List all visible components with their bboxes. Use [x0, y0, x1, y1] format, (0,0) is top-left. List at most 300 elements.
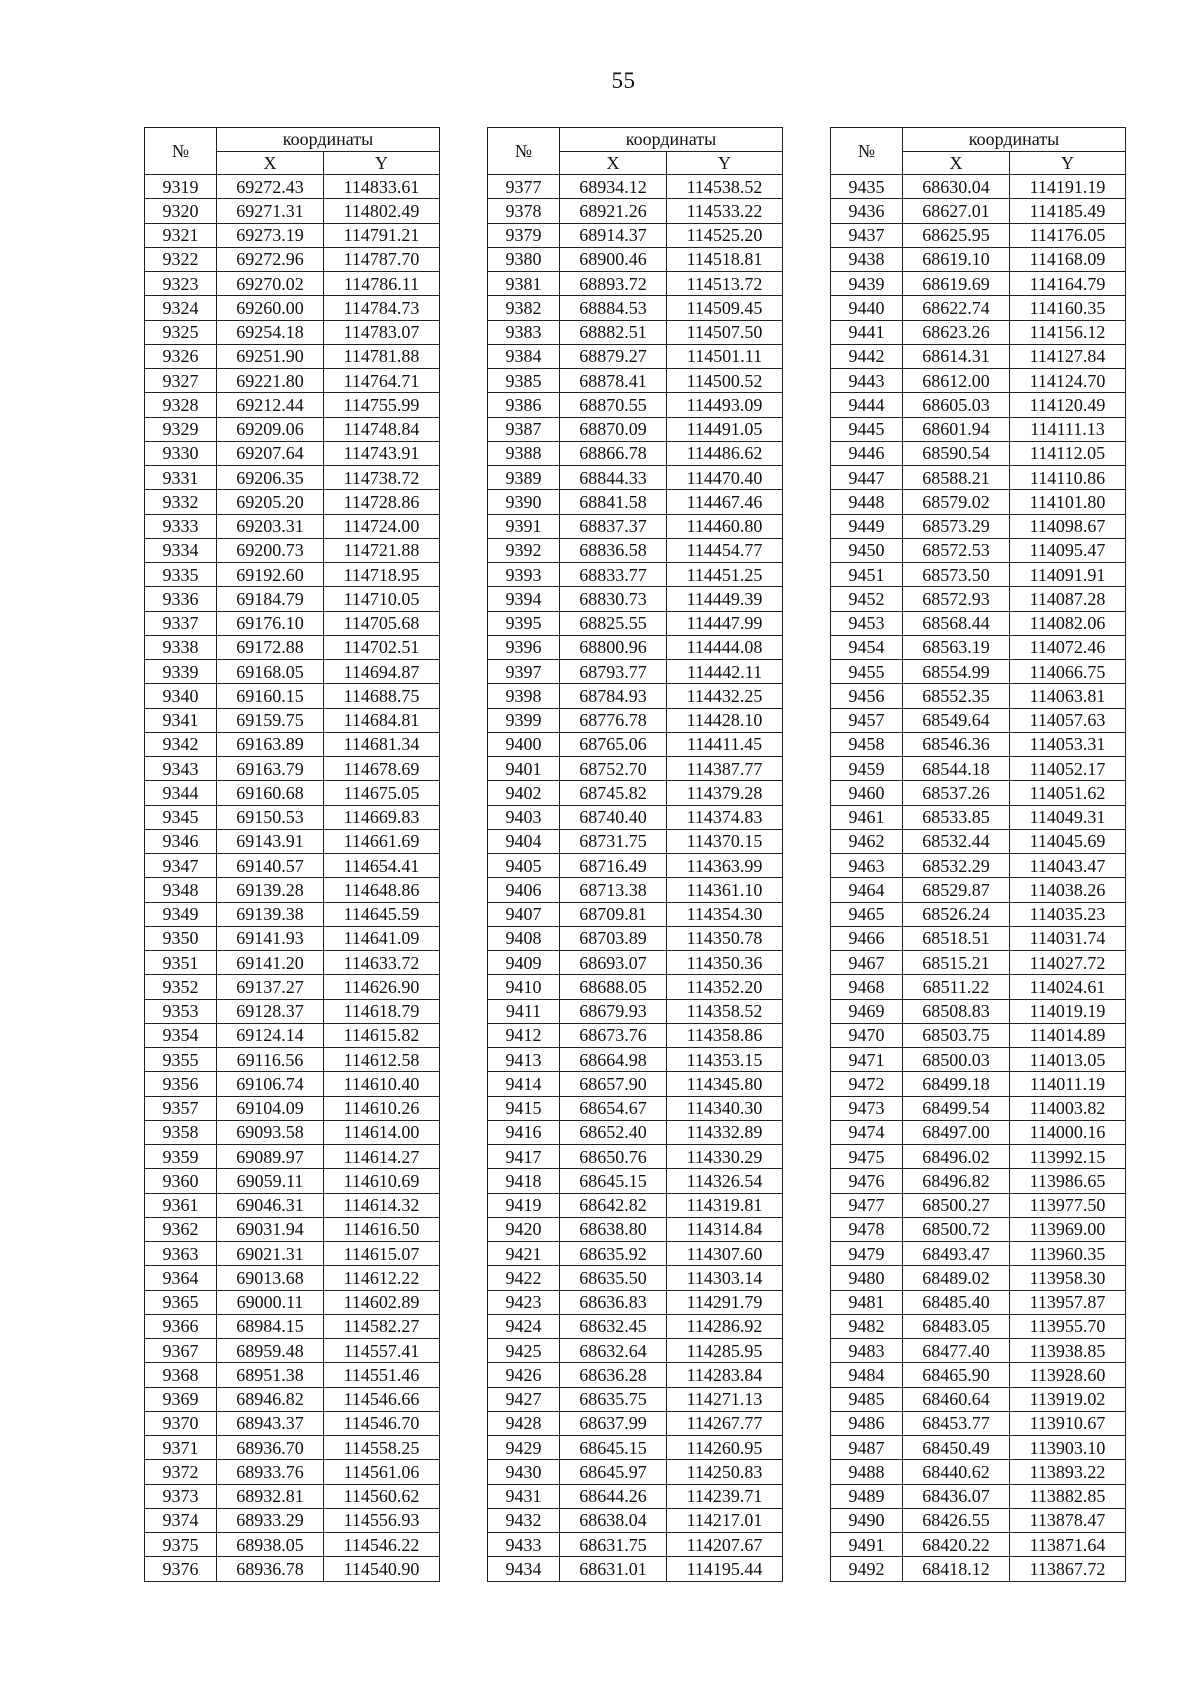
- y-coordinate-cell: 114168.09: [1010, 247, 1126, 271]
- point-number-cell: 9365: [145, 1290, 217, 1314]
- y-coordinate-cell: 114358.52: [667, 999, 783, 1023]
- table-row: [831, 1411, 1126, 1435]
- y-coordinate-cell: 114340.30: [667, 1096, 783, 1120]
- point-number-cell: 9401: [488, 757, 560, 781]
- x-coordinate-cell: 68500.27: [903, 1193, 1010, 1217]
- point-number-cell: 9443: [831, 369, 903, 393]
- x-coordinate-cell: 68605.03: [903, 393, 1010, 417]
- x-coordinate-cell: 68627.01: [903, 199, 1010, 223]
- table-row: [831, 1363, 1126, 1387]
- y-coordinate-cell: 114610.26: [324, 1096, 440, 1120]
- column-header-number: №: [488, 128, 560, 175]
- y-coordinate-cell: 114350.36: [667, 951, 783, 975]
- x-coordinate-cell: 68532.29: [903, 854, 1010, 878]
- y-coordinate-cell: 114303.14: [667, 1266, 783, 1290]
- y-coordinate-cell: 114802.49: [324, 199, 440, 223]
- y-coordinate-cell: 114428.10: [667, 708, 783, 732]
- y-coordinate-cell: 114493.09: [667, 393, 783, 417]
- x-coordinate-cell: 68900.46: [560, 247, 667, 271]
- point-number-cell: 9430: [488, 1460, 560, 1484]
- x-coordinate-cell: 69128.37: [217, 999, 324, 1023]
- y-coordinate-cell: 113903.10: [1010, 1436, 1126, 1460]
- point-number-cell: 9373: [145, 1484, 217, 1508]
- point-number-cell: 9419: [488, 1193, 560, 1217]
- point-number-cell: 9383: [488, 320, 560, 344]
- table-row: [831, 1436, 1126, 1460]
- y-coordinate-cell: 114641.09: [324, 926, 440, 950]
- y-coordinate-cell: 114561.06: [324, 1460, 440, 1484]
- x-coordinate-cell: 68499.54: [903, 1096, 1010, 1120]
- table-row: [145, 393, 440, 417]
- y-coordinate-cell: 114781.88: [324, 344, 440, 368]
- x-coordinate-cell: 68645.15: [560, 1436, 667, 1460]
- table-row: [831, 1096, 1126, 1120]
- x-coordinate-cell: 68619.10: [903, 247, 1010, 271]
- table-row: [488, 272, 783, 296]
- y-coordinate-cell: 114454.77: [667, 538, 783, 562]
- y-coordinate-cell: 114326.54: [667, 1169, 783, 1193]
- table-row: [831, 829, 1126, 853]
- point-number-cell: 9322: [145, 247, 217, 271]
- point-number-cell: 9362: [145, 1217, 217, 1241]
- table-row: [831, 708, 1126, 732]
- x-coordinate-cell: 68493.47: [903, 1242, 1010, 1266]
- point-number-cell: 9389: [488, 466, 560, 490]
- point-number-cell: 9449: [831, 514, 903, 538]
- y-coordinate-cell: 114675.05: [324, 781, 440, 805]
- y-coordinate-cell: 113957.87: [1010, 1290, 1126, 1314]
- point-number-cell: 9390: [488, 490, 560, 514]
- y-coordinate-cell: 113969.00: [1010, 1217, 1126, 1241]
- y-coordinate-cell: 114286.92: [667, 1314, 783, 1338]
- point-number-cell: 9416: [488, 1120, 560, 1144]
- x-coordinate-cell: 69221.80: [217, 369, 324, 393]
- point-number-cell: 9459: [831, 757, 903, 781]
- table-row: [145, 199, 440, 223]
- column-header-number: №: [145, 128, 217, 175]
- y-coordinate-cell: 113882.85: [1010, 1484, 1126, 1508]
- y-coordinate-cell: 114626.90: [324, 975, 440, 999]
- x-coordinate-cell: 69093.58: [217, 1120, 324, 1144]
- x-coordinate-cell: 68573.29: [903, 514, 1010, 538]
- x-coordinate-cell: 68934.12: [560, 175, 667, 199]
- table-row: [488, 1557, 783, 1581]
- table-row: [831, 1484, 1126, 1508]
- point-number-cell: 9391: [488, 514, 560, 538]
- table-row: [488, 829, 783, 853]
- table-row: [831, 684, 1126, 708]
- table-row: [488, 708, 783, 732]
- table-row: [145, 854, 440, 878]
- point-number-cell: 9323: [145, 272, 217, 296]
- y-coordinate-cell: 113960.35: [1010, 1242, 1126, 1266]
- x-coordinate-cell: 68622.74: [903, 296, 1010, 320]
- y-coordinate-cell: 114718.95: [324, 563, 440, 587]
- x-coordinate-cell: 68496.82: [903, 1169, 1010, 1193]
- x-coordinate-cell: 68572.93: [903, 587, 1010, 611]
- point-number-cell: 9350: [145, 926, 217, 950]
- table-row: [145, 951, 440, 975]
- y-coordinate-cell: 114546.70: [324, 1411, 440, 1435]
- x-coordinate-cell: 69031.94: [217, 1217, 324, 1241]
- y-coordinate-cell: 114551.46: [324, 1363, 440, 1387]
- x-coordinate-cell: 69104.09: [217, 1096, 324, 1120]
- column-header-coordinates: координаты: [903, 128, 1126, 152]
- x-coordinate-cell: 69209.06: [217, 417, 324, 441]
- table-row: [831, 1508, 1126, 1532]
- point-number-cell: 9445: [831, 417, 903, 441]
- y-coordinate-cell: 114509.45: [667, 296, 783, 320]
- y-coordinate-cell: 114557.41: [324, 1339, 440, 1363]
- point-number-cell: 9364: [145, 1266, 217, 1290]
- x-coordinate-cell: 68836.58: [560, 538, 667, 562]
- point-number-cell: 9447: [831, 466, 903, 490]
- point-number-cell: 9394: [488, 587, 560, 611]
- point-number-cell: 9434: [488, 1557, 560, 1581]
- y-coordinate-cell: 114217.01: [667, 1508, 783, 1532]
- point-number-cell: 9338: [145, 635, 217, 659]
- x-coordinate-cell: 68635.50: [560, 1266, 667, 1290]
- table-row: [831, 247, 1126, 271]
- x-coordinate-cell: 68418.12: [903, 1557, 1010, 1581]
- point-number-cell: 9472: [831, 1072, 903, 1096]
- point-number-cell: 9463: [831, 854, 903, 878]
- x-coordinate-cell: 68460.64: [903, 1387, 1010, 1411]
- table-row: [488, 1120, 783, 1144]
- table-row: [488, 975, 783, 999]
- column-header-y: Y: [324, 151, 440, 175]
- table-row: [488, 369, 783, 393]
- table-row: [488, 951, 783, 975]
- x-coordinate-cell: 69163.89: [217, 732, 324, 756]
- x-coordinate-cell: 68453.77: [903, 1411, 1010, 1435]
- table-body: [831, 175, 1126, 1582]
- y-coordinate-cell: 114755.99: [324, 393, 440, 417]
- point-number-cell: 9400: [488, 732, 560, 756]
- table-row: [145, 781, 440, 805]
- table-row: [831, 1339, 1126, 1363]
- y-coordinate-cell: 114614.00: [324, 1120, 440, 1144]
- point-number-cell: 9354: [145, 1023, 217, 1047]
- y-coordinate-cell: 113919.02: [1010, 1387, 1126, 1411]
- table-row: [145, 635, 440, 659]
- table-row: [488, 1339, 783, 1363]
- x-coordinate-cell: 68612.00: [903, 369, 1010, 393]
- table-row: [488, 757, 783, 781]
- table-row: [488, 1484, 783, 1508]
- column-header-coordinates: координаты: [217, 128, 440, 152]
- table-row: [831, 1387, 1126, 1411]
- table-row: [831, 466, 1126, 490]
- y-coordinate-cell: 114024.61: [1010, 975, 1126, 999]
- y-coordinate-cell: 114546.66: [324, 1387, 440, 1411]
- y-coordinate-cell: 114688.75: [324, 684, 440, 708]
- y-coordinate-cell: 114285.95: [667, 1339, 783, 1363]
- x-coordinate-cell: 68631.75: [560, 1533, 667, 1557]
- table-row: [488, 1145, 783, 1169]
- x-coordinate-cell: 69203.31: [217, 514, 324, 538]
- table-row: [831, 1193, 1126, 1217]
- table-row: [145, 1193, 440, 1217]
- table-row: [145, 369, 440, 393]
- table-row: [831, 514, 1126, 538]
- table-row: [831, 854, 1126, 878]
- table-row: [831, 563, 1126, 587]
- point-number-cell: 9393: [488, 563, 560, 587]
- y-coordinate-cell: 114546.22: [324, 1533, 440, 1557]
- y-coordinate-cell: 114003.82: [1010, 1096, 1126, 1120]
- table-row: [145, 247, 440, 271]
- y-coordinate-cell: 114538.52: [667, 175, 783, 199]
- y-coordinate-cell: 114702.51: [324, 635, 440, 659]
- point-number-cell: 9328: [145, 393, 217, 417]
- x-coordinate-cell: 68932.81: [217, 1484, 324, 1508]
- y-coordinate-cell: 114330.29: [667, 1145, 783, 1169]
- coordinates-table-3: [830, 127, 1126, 1582]
- point-number-cell: 9482: [831, 1314, 903, 1338]
- point-number-cell: 9421: [488, 1242, 560, 1266]
- x-coordinate-cell: 68436.07: [903, 1484, 1010, 1508]
- page-number: 55: [611, 68, 636, 93]
- point-number-cell: 9411: [488, 999, 560, 1023]
- y-coordinate-cell: 114786.11: [324, 272, 440, 296]
- table-row: [831, 1533, 1126, 1557]
- x-coordinate-cell: 69212.44: [217, 393, 324, 417]
- table-row: [488, 1096, 783, 1120]
- y-coordinate-cell: 114283.84: [667, 1363, 783, 1387]
- point-number-cell: 9492: [831, 1557, 903, 1581]
- point-number-cell: 9406: [488, 878, 560, 902]
- x-coordinate-cell: 69141.20: [217, 951, 324, 975]
- x-coordinate-cell: 68800.96: [560, 635, 667, 659]
- point-number-cell: 9423: [488, 1290, 560, 1314]
- y-coordinate-cell: 114602.89: [324, 1290, 440, 1314]
- x-coordinate-cell: 69260.00: [217, 296, 324, 320]
- x-coordinate-cell: 68465.90: [903, 1363, 1010, 1387]
- y-coordinate-cell: 113867.72: [1010, 1557, 1126, 1581]
- x-coordinate-cell: 68450.49: [903, 1436, 1010, 1460]
- point-number-cell: 9425: [488, 1339, 560, 1363]
- y-coordinate-cell: 114610.40: [324, 1072, 440, 1096]
- x-coordinate-cell: 68716.49: [560, 854, 667, 878]
- table-row: [831, 175, 1126, 199]
- table-row: [145, 223, 440, 247]
- x-coordinate-cell: 68590.54: [903, 441, 1010, 465]
- point-number-cell: 9450: [831, 538, 903, 562]
- y-coordinate-cell: 114319.81: [667, 1193, 783, 1217]
- x-coordinate-cell: 68713.38: [560, 878, 667, 902]
- table-row: [488, 684, 783, 708]
- table-row: [145, 1363, 440, 1387]
- point-number-cell: 9341: [145, 708, 217, 732]
- y-coordinate-cell: 114491.05: [667, 417, 783, 441]
- table-row: [488, 635, 783, 659]
- x-coordinate-cell: 68563.19: [903, 635, 1010, 659]
- table-row: [145, 975, 440, 999]
- point-number-cell: 9480: [831, 1266, 903, 1290]
- y-coordinate-cell: 114352.20: [667, 975, 783, 999]
- y-coordinate-cell: 114291.79: [667, 1290, 783, 1314]
- x-coordinate-cell: 69271.31: [217, 199, 324, 223]
- point-number-cell: 9481: [831, 1290, 903, 1314]
- x-coordinate-cell: 68825.55: [560, 611, 667, 635]
- table-row: [145, 829, 440, 853]
- y-coordinate-cell: 114332.89: [667, 1120, 783, 1144]
- point-number-cell: 9418: [488, 1169, 560, 1193]
- x-coordinate-cell: 68951.38: [217, 1363, 324, 1387]
- column-header-number: №: [831, 128, 903, 175]
- table-row: [831, 393, 1126, 417]
- point-number-cell: 9386: [488, 393, 560, 417]
- coordinates-table-2: [487, 127, 783, 1582]
- x-coordinate-cell: 68554.99: [903, 660, 1010, 684]
- point-number-cell: 9464: [831, 878, 903, 902]
- y-coordinate-cell: 114250.83: [667, 1460, 783, 1484]
- table-row: [488, 878, 783, 902]
- y-coordinate-cell: 113871.64: [1010, 1533, 1126, 1557]
- x-coordinate-cell: 69059.11: [217, 1169, 324, 1193]
- column-header-coordinates: координаты: [560, 128, 783, 152]
- y-coordinate-cell: 114031.74: [1010, 926, 1126, 950]
- x-coordinate-cell: 68426.55: [903, 1508, 1010, 1532]
- y-coordinate-cell: 114387.77: [667, 757, 783, 781]
- x-coordinate-cell: 69272.43: [217, 175, 324, 199]
- x-coordinate-cell: 68645.97: [560, 1460, 667, 1484]
- table-row: [488, 902, 783, 926]
- table-row: [831, 1290, 1126, 1314]
- x-coordinate-cell: 68601.94: [903, 417, 1010, 441]
- x-coordinate-cell: 68933.29: [217, 1508, 324, 1532]
- y-coordinate-cell: 114518.81: [667, 247, 783, 271]
- y-coordinate-cell: 114764.71: [324, 369, 440, 393]
- table-row: [831, 926, 1126, 950]
- x-coordinate-cell: 69270.02: [217, 272, 324, 296]
- point-number-cell: 9367: [145, 1339, 217, 1363]
- point-number-cell: 9385: [488, 369, 560, 393]
- table-body: [145, 175, 440, 1582]
- table-row: [145, 1242, 440, 1266]
- x-coordinate-cell: 68489.02: [903, 1266, 1010, 1290]
- y-coordinate-cell: 114618.79: [324, 999, 440, 1023]
- point-number-cell: 9477: [831, 1193, 903, 1217]
- x-coordinate-cell: 68638.04: [560, 1508, 667, 1532]
- point-number-cell: 9424: [488, 1314, 560, 1338]
- x-coordinate-cell: 68878.41: [560, 369, 667, 393]
- x-coordinate-cell: 68508.83: [903, 999, 1010, 1023]
- y-coordinate-cell: 114370.15: [667, 829, 783, 853]
- y-coordinate-cell: 114052.17: [1010, 757, 1126, 781]
- point-number-cell: 9327: [145, 369, 217, 393]
- table-row: [145, 1460, 440, 1484]
- point-number-cell: 9462: [831, 829, 903, 853]
- column-header-y: Y: [667, 151, 783, 175]
- table-row: [145, 878, 440, 902]
- point-number-cell: 9320: [145, 199, 217, 223]
- y-coordinate-cell: 114681.34: [324, 732, 440, 756]
- table-row: [488, 1363, 783, 1387]
- y-coordinate-cell: 114011.19: [1010, 1072, 1126, 1096]
- table-row: [145, 1314, 440, 1338]
- y-coordinate-cell: 114358.86: [667, 1023, 783, 1047]
- point-number-cell: 9485: [831, 1387, 903, 1411]
- y-coordinate-cell: 114053.31: [1010, 732, 1126, 756]
- point-number-cell: 9490: [831, 1508, 903, 1532]
- point-number-cell: 9470: [831, 1023, 903, 1047]
- x-coordinate-cell: 68623.26: [903, 320, 1010, 344]
- y-coordinate-cell: 114239.71: [667, 1484, 783, 1508]
- x-coordinate-cell: 69137.27: [217, 975, 324, 999]
- table-row: [145, 999, 440, 1023]
- point-number-cell: 9352: [145, 975, 217, 999]
- y-coordinate-cell: 113992.15: [1010, 1145, 1126, 1169]
- x-coordinate-cell: 69124.14: [217, 1023, 324, 1047]
- point-number-cell: 9422: [488, 1266, 560, 1290]
- table-row: [145, 1096, 440, 1120]
- point-number-cell: 9417: [488, 1145, 560, 1169]
- x-coordinate-cell: 68477.40: [903, 1339, 1010, 1363]
- table-row: [488, 247, 783, 271]
- x-coordinate-cell: 68650.76: [560, 1145, 667, 1169]
- table-row: [831, 1023, 1126, 1047]
- table-row: [145, 757, 440, 781]
- table-row: [488, 320, 783, 344]
- point-number-cell: 9488: [831, 1460, 903, 1484]
- table-row: [488, 1242, 783, 1266]
- point-number-cell: 9408: [488, 926, 560, 950]
- y-coordinate-cell: 114043.47: [1010, 854, 1126, 878]
- point-number-cell: 9431: [488, 1484, 560, 1508]
- point-number-cell: 9432: [488, 1508, 560, 1532]
- x-coordinate-cell: 69168.05: [217, 660, 324, 684]
- point-number-cell: 9355: [145, 1048, 217, 1072]
- x-coordinate-cell: 68841.58: [560, 490, 667, 514]
- y-coordinate-cell: 113928.60: [1010, 1363, 1126, 1387]
- table-row: [145, 272, 440, 296]
- x-coordinate-cell: 68546.36: [903, 732, 1010, 756]
- y-coordinate-cell: 114500.52: [667, 369, 783, 393]
- point-number-cell: 9336: [145, 587, 217, 611]
- x-coordinate-cell: 68657.90: [560, 1072, 667, 1096]
- table-row: [831, 1557, 1126, 1581]
- y-coordinate-cell: 114784.73: [324, 296, 440, 320]
- point-number-cell: 9369: [145, 1387, 217, 1411]
- coordinates-table-1: [144, 127, 440, 1582]
- y-coordinate-cell: 114160.35: [1010, 296, 1126, 320]
- point-number-cell: 9412: [488, 1023, 560, 1047]
- x-coordinate-cell: 68614.31: [903, 344, 1010, 368]
- point-number-cell: 9466: [831, 926, 903, 950]
- point-number-cell: 9437: [831, 223, 903, 247]
- x-coordinate-cell: 68833.77: [560, 563, 667, 587]
- table-row: [145, 1339, 440, 1363]
- y-coordinate-cell: 114444.08: [667, 635, 783, 659]
- x-coordinate-cell: 69159.75: [217, 708, 324, 732]
- point-number-cell: 9484: [831, 1363, 903, 1387]
- x-coordinate-cell: 68882.51: [560, 320, 667, 344]
- x-coordinate-cell: 68568.44: [903, 611, 1010, 635]
- table-row: [488, 514, 783, 538]
- x-coordinate-cell: 68636.28: [560, 1363, 667, 1387]
- y-coordinate-cell: 114101.80: [1010, 490, 1126, 514]
- y-coordinate-cell: 114176.05: [1010, 223, 1126, 247]
- x-coordinate-cell: 68652.40: [560, 1120, 667, 1144]
- y-coordinate-cell: 114038.26: [1010, 878, 1126, 902]
- y-coordinate-cell: 114049.31: [1010, 805, 1126, 829]
- table-row: [145, 684, 440, 708]
- y-coordinate-cell: 114738.72: [324, 466, 440, 490]
- x-coordinate-cell: 68765.06: [560, 732, 667, 756]
- table-row: [145, 1508, 440, 1532]
